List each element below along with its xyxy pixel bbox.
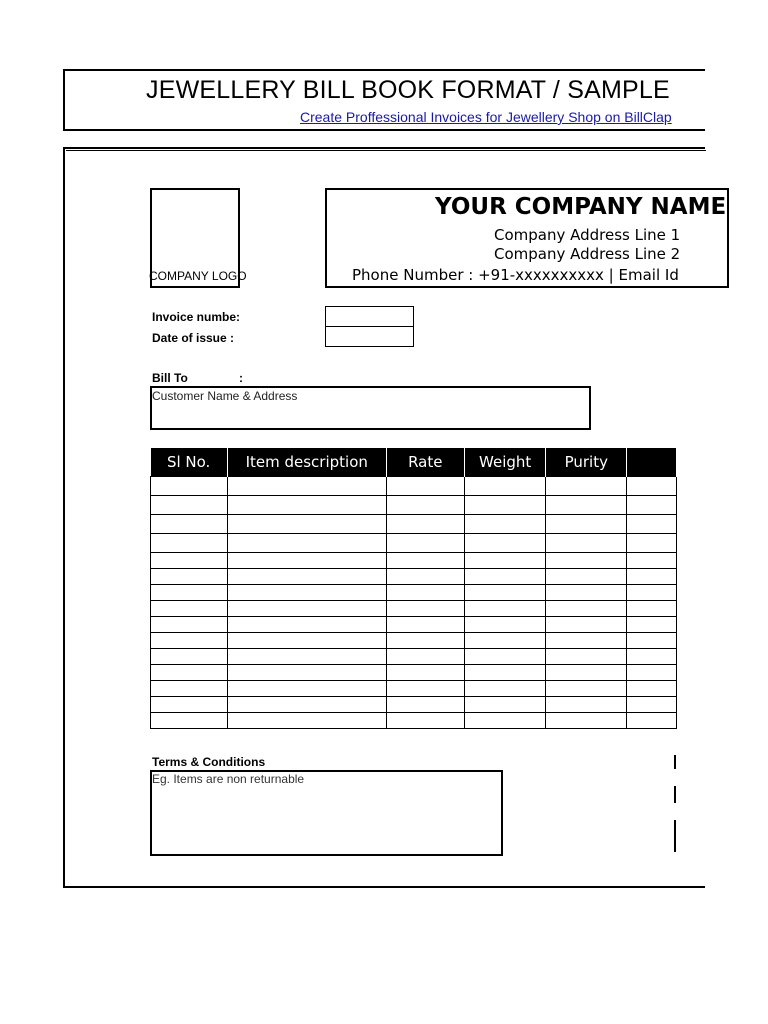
table-cell[interactable]: [227, 665, 386, 681]
table-cell[interactable]: [386, 534, 464, 553]
table-cell[interactable]: [464, 569, 546, 585]
company-name[interactable]: YOUR COMPANY NAME: [435, 194, 727, 220]
table-cell[interactable]: [546, 477, 627, 496]
edge-mark: [674, 820, 676, 852]
table-cell[interactable]: [386, 633, 464, 649]
table-row: [151, 585, 677, 601]
edge-mark: [674, 755, 676, 769]
col-more: [627, 448, 677, 477]
bill-to-colon: :: [239, 371, 243, 385]
table-cell[interactable]: [464, 585, 546, 601]
col-rate: Rate: [386, 448, 464, 477]
table-row: [151, 569, 677, 585]
table-cell[interactable]: [546, 633, 627, 649]
table-cell[interactable]: [546, 534, 627, 553]
table-cell[interactable]: [227, 477, 386, 496]
table-cell[interactable]: [386, 553, 464, 569]
table-cell[interactable]: [627, 515, 677, 534]
table-cell[interactable]: [627, 601, 677, 617]
table-cell[interactable]: [227, 569, 386, 585]
company-address-line-2[interactable]: Company Address Line 2: [494, 245, 681, 263]
items-header-row: [151, 448, 677, 477]
table-cell[interactable]: [151, 553, 228, 569]
table-cell[interactable]: [627, 496, 677, 515]
table-row: [151, 713, 677, 729]
table-row: [151, 617, 677, 633]
table-cell[interactable]: [151, 515, 228, 534]
table-row: [151, 496, 677, 515]
table-cell[interactable]: [627, 553, 677, 569]
col-sl-no: Sl No.: [151, 448, 228, 477]
table-cell[interactable]: [386, 681, 464, 697]
table-cell[interactable]: [627, 681, 677, 697]
table-cell[interactable]: [464, 649, 546, 665]
table-cell[interactable]: [386, 713, 464, 729]
table-row: [151, 633, 677, 649]
table-cell[interactable]: [546, 496, 627, 515]
table-cell[interactable]: [151, 617, 228, 633]
table-cell[interactable]: [627, 534, 677, 553]
table-cell[interactable]: [627, 633, 677, 649]
table-cell[interactable]: [151, 649, 228, 665]
table-row: [151, 665, 677, 681]
table-cell[interactable]: [151, 569, 228, 585]
table-row: [151, 477, 677, 496]
table-cell[interactable]: [227, 534, 386, 553]
table-cell[interactable]: [151, 633, 228, 649]
table-cell[interactable]: [464, 477, 546, 496]
table-cell[interactable]: [627, 477, 677, 496]
table-cell[interactable]: [464, 496, 546, 515]
table-cell[interactable]: [464, 713, 546, 729]
logo-placeholder: COMPANY LOGO: [149, 269, 247, 283]
bill-to-placeholder: Customer Name & Address: [152, 389, 298, 403]
table-cell[interactable]: [464, 617, 546, 633]
table-cell[interactable]: [151, 665, 228, 681]
table-cell[interactable]: [386, 585, 464, 601]
terms-placeholder: Eg. Items are non returnable: [152, 772, 305, 786]
table-cell[interactable]: [151, 534, 228, 553]
company-address-line-1[interactable]: Company Address Line 1: [494, 226, 681, 244]
table-cell[interactable]: [227, 617, 386, 633]
table-row: [151, 515, 677, 534]
table-cell[interactable]: [386, 601, 464, 617]
billclap-link[interactable]: Create Proffessional Invoices for Jewellery Shop on BillClap: [300, 109, 672, 125]
table-cell[interactable]: [227, 649, 386, 665]
table-cell[interactable]: [386, 496, 464, 515]
col-weight: Weight: [464, 448, 546, 477]
table-cell[interactable]: [151, 477, 228, 496]
table-cell[interactable]: [546, 681, 627, 697]
table-cell[interactable]: [546, 569, 627, 585]
table-cell[interactable]: [227, 697, 386, 713]
table-cell[interactable]: [386, 569, 464, 585]
table-cell[interactable]: [227, 553, 386, 569]
table-cell[interactable]: [227, 681, 386, 697]
invoice-number-label: Invoice numbe:: [152, 310, 241, 324]
table-cell[interactable]: [386, 649, 464, 665]
table-cell[interactable]: [151, 601, 228, 617]
table-cell[interactable]: [227, 585, 386, 601]
date-of-issue-field[interactable]: [325, 326, 414, 347]
table-cell[interactable]: [546, 697, 627, 713]
table-cell[interactable]: [464, 534, 546, 553]
table-cell[interactable]: [546, 649, 627, 665]
table-row: [151, 681, 677, 697]
table-cell[interactable]: [464, 665, 546, 681]
table-cell[interactable]: [546, 713, 627, 729]
col-item-description: Item description: [227, 448, 386, 477]
table-cell[interactable]: [151, 697, 228, 713]
table-cell[interactable]: [546, 617, 627, 633]
table-row: [151, 534, 677, 553]
table-cell[interactable]: [464, 601, 546, 617]
bill-to-label: Bill To: [152, 371, 188, 385]
table-cell[interactable]: [151, 681, 228, 697]
frame-divider: [66, 150, 706, 151]
table-cell[interactable]: [227, 515, 386, 534]
table-cell[interactable]: [227, 496, 386, 515]
table-cell[interactable]: [386, 665, 464, 681]
table-row: [151, 601, 677, 617]
table-cell[interactable]: [627, 569, 677, 585]
table-cell[interactable]: [386, 617, 464, 633]
table-cell[interactable]: [627, 585, 677, 601]
invoice-number-field[interactable]: [325, 306, 414, 327]
table-row: [151, 649, 677, 665]
table-cell[interactable]: [151, 496, 228, 515]
table-cell[interactable]: [386, 515, 464, 534]
date-of-issue-label: Date of issue :: [152, 331, 235, 345]
items-table: [150, 448, 677, 729]
table-cell[interactable]: [627, 617, 677, 633]
table-cell[interactable]: [464, 633, 546, 649]
table-cell[interactable]: [546, 665, 627, 681]
table-cell[interactable]: [151, 585, 228, 601]
company-contact[interactable]: Phone Number : +91-xxxxxxxxxx | Email Id: [352, 266, 679, 284]
terms-label: Terms & Conditions: [152, 755, 266, 769]
table-row: [151, 553, 677, 569]
table-cell[interactable]: [627, 697, 677, 713]
col-purity: Purity: [546, 448, 627, 477]
table-cell[interactable]: [464, 681, 546, 697]
table-cell[interactable]: [627, 713, 677, 729]
table-cell[interactable]: [386, 697, 464, 713]
table-cell[interactable]: [464, 697, 546, 713]
table-cell[interactable]: [546, 601, 627, 617]
table-cell[interactable]: [546, 585, 627, 601]
table-cell[interactable]: [546, 553, 627, 569]
table-cell[interactable]: [227, 633, 386, 649]
table-cell[interactable]: [386, 477, 464, 496]
table-cell[interactable]: [151, 713, 228, 729]
page-title: JEWELLERY BILL BOOK FORMAT / SAMPLE: [146, 76, 670, 104]
table-cell[interactable]: [227, 713, 386, 729]
table-cell[interactable]: [627, 665, 677, 681]
table-cell[interactable]: [464, 553, 546, 569]
table-cell[interactable]: [546, 515, 627, 534]
table-cell[interactable]: [627, 649, 677, 665]
table-cell[interactable]: [464, 515, 546, 534]
table-cell[interactable]: [227, 601, 386, 617]
table-row: [151, 697, 677, 713]
edge-mark: [674, 786, 676, 803]
